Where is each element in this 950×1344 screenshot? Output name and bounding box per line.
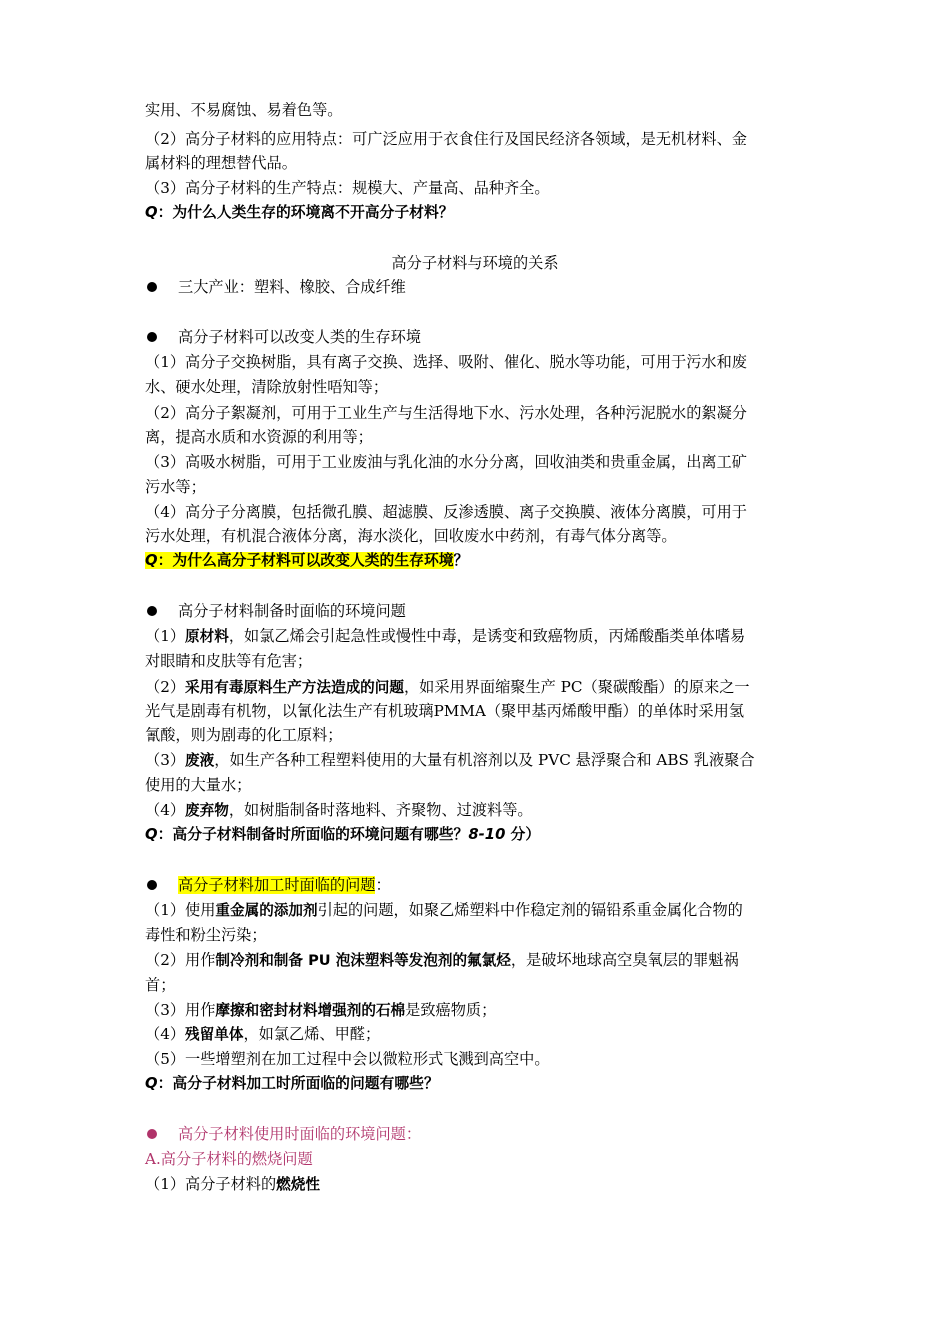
text-line: 污水等；: [145, 478, 206, 496]
item-number: （4）: [145, 1025, 186, 1043]
text-line: 氰酸，则为剧毒的化工原料；: [145, 726, 343, 744]
text-line: 属材料的理想替代品。: [145, 154, 297, 172]
question-end: 分）: [505, 826, 541, 843]
item-number: （1）使用: [145, 901, 216, 919]
bold-term: 摩擦和密封材料增强剂的石棉: [215, 1002, 406, 1019]
text-line: 污水处理，有机混合液体分离，海水淡化，回收废水中药剂，有毒气体分离等。: [145, 527, 677, 545]
text-line: [145, 675, 815, 700]
bullet-item: [145, 275, 815, 299]
item-text: （1）高分子材料的: [145, 1175, 277, 1193]
highlighted-question: [145, 552, 454, 569]
text-line: （2）高分子絮凝剂，可用于工业生产与生活得地下水、污水处理，各种污泥脱水的絮凝分: [145, 404, 747, 422]
text-line: 对眼睛和皮肤等有危害；: [145, 652, 313, 670]
text-line: 水、硬水处理，清除放射性唔知等；: [145, 378, 388, 396]
text-line: [145, 948, 815, 973]
bullet-icon: [147, 880, 157, 890]
bold-term: 重金属的添加剂: [215, 902, 318, 919]
bold-term: 采用有毒原料生产方法造成的问题: [185, 679, 404, 696]
bullet-icon: [147, 1129, 157, 1139]
item-number: （4）: [145, 801, 186, 819]
text-line: 首；: [145, 976, 176, 994]
bullet-text: 高分子材料制备时面临的环境问题: [178, 602, 406, 620]
question-prefix: Q: [145, 1075, 158, 1092]
text-line: [145, 998, 815, 1023]
item-text: ，如采用界面缩聚生产 PC（聚碳酸酯）的原来之一: [403, 678, 750, 696]
bullet-text: 高分子材料使用时面临的环境问题：: [178, 1125, 421, 1143]
text-line: （3）高吸水树脂，可用于工业废油与乳化油的水分分离，回收油类和贵重金属，出离工矿: [145, 453, 747, 471]
bullet-text: 三大产业：塑料、橡胶、合成纤维: [178, 278, 406, 296]
bold-term: 燃烧性: [276, 1176, 320, 1193]
question-prefix: Q: [145, 204, 158, 221]
item-text: ，如树脂制备时落地料、齐聚物、过渡料等。: [228, 801, 533, 819]
question-prefix: Q: [145, 552, 158, 569]
question-text: ：高分子材料加工时所面临的问题有哪些？: [157, 1075, 439, 1092]
item-text: 引起的问题，如聚乙烯塑料中作稳定剂的镉铅系重金属化合物的: [317, 901, 743, 919]
question-line: [145, 549, 815, 573]
item-text: ，如生产各种工程塑料使用的大量有机溶剂以及 PVC 悬浮聚合和 ABS 乳液聚合: [214, 751, 755, 769]
item-number: （2）: [145, 678, 186, 696]
question-prefix: Q: [145, 826, 158, 843]
question-text: ：为什么高分子材料可以改变人类的生存环境: [157, 552, 454, 569]
highlighted-bullet-text: 高分子材料加工时面临的问题: [178, 876, 376, 894]
question-text: ：高分子材料制备时所面临的环境问题有哪些？: [157, 826, 469, 843]
bullet-icon: [147, 282, 157, 292]
text-line: [145, 898, 815, 923]
colon: ：: [375, 876, 391, 894]
bullet-icon: [147, 332, 157, 342]
item-number: （3）: [145, 751, 186, 769]
text-line: [145, 748, 815, 773]
bullet-item: [145, 873, 815, 897]
bold-term: 制冷剂和制备 PU 泡沫塑料等发泡剂的氟氯烃: [215, 952, 511, 969]
text-line: 使用的大量水；: [145, 776, 252, 794]
question-line: [145, 201, 815, 225]
bullet-text: [178, 873, 391, 897]
text-line: 毒性和粉尘污染；: [145, 926, 267, 944]
question-score: 8-10: [468, 826, 506, 843]
bullet-item: [145, 1122, 815, 1146]
text-line: （2）高分子材料的应用特点：可广泛应用于衣食住行及国民经济各领域，是无机材料、金: [145, 130, 747, 148]
item-number: （2）用作: [145, 951, 216, 969]
question-line: [145, 823, 815, 847]
bold-term: 残留单体: [185, 1026, 244, 1043]
text-line: [145, 798, 815, 823]
bullet-item: [145, 325, 815, 349]
text-line: （3）高分子材料的生产特点：规模大、产量高、品种齐全。: [145, 179, 550, 197]
item-number: （3）用作: [145, 1001, 216, 1019]
text-line: （4）高分子分离膜，包括微孔膜、超滤膜、反渗透膜、离子交换膜、液体分离膜，可用于: [145, 503, 747, 521]
question-end: ？: [453, 552, 469, 569]
item-text: ，是破坏地球高空臭氧层的罪魁祸: [510, 951, 739, 969]
bullet-icon: [147, 606, 157, 616]
text-line: （5）一些增塑剂在加工过程中会以微粒形式飞溅到高空中。: [145, 1050, 550, 1068]
section-heading: 高分子材料与环境的关系: [391, 254, 559, 272]
text-line: 离，提高水质和水资源的利用等；: [145, 428, 373, 446]
text-line: [145, 624, 815, 649]
text-line: [145, 1022, 815, 1047]
bullet-item: [145, 599, 815, 623]
bold-term: 废弃物: [185, 802, 229, 819]
item-number: （1）: [145, 627, 186, 645]
text-line: 光气是剧毒有机物，以氰化法生产有机玻璃PMMA（聚甲基丙烯酸甲酯）的单体时采用氢: [145, 702, 745, 720]
item-text: ，如氯乙烯、甲醛；: [243, 1025, 381, 1043]
question-line: [145, 1072, 815, 1096]
question-text: ：为什么人类生存的环境离不开高分子材料？: [157, 204, 454, 221]
bold-term: 原材料: [185, 628, 229, 645]
bullet-text: 高分子材料可以改变人类的生存环境: [178, 328, 421, 346]
bold-term: 废液: [185, 752, 215, 769]
text-line: 实用、不易腐蚀、易着色等。: [145, 101, 343, 119]
text-line: [145, 1172, 815, 1197]
subheading: A.高分子材料的燃烧问题: [145, 1150, 313, 1168]
item-text: 是致癌物质；: [405, 1001, 497, 1019]
item-text: ，如氯乙烯会引起急性或慢性中毒，是诱变和致癌物质，丙烯酸酯类单体嗜易: [228, 627, 746, 645]
text-line: （1）高分子交换树脂，具有离子交换、选择、吸附、催化、脱水等功能，可用于污水和废: [145, 353, 747, 371]
